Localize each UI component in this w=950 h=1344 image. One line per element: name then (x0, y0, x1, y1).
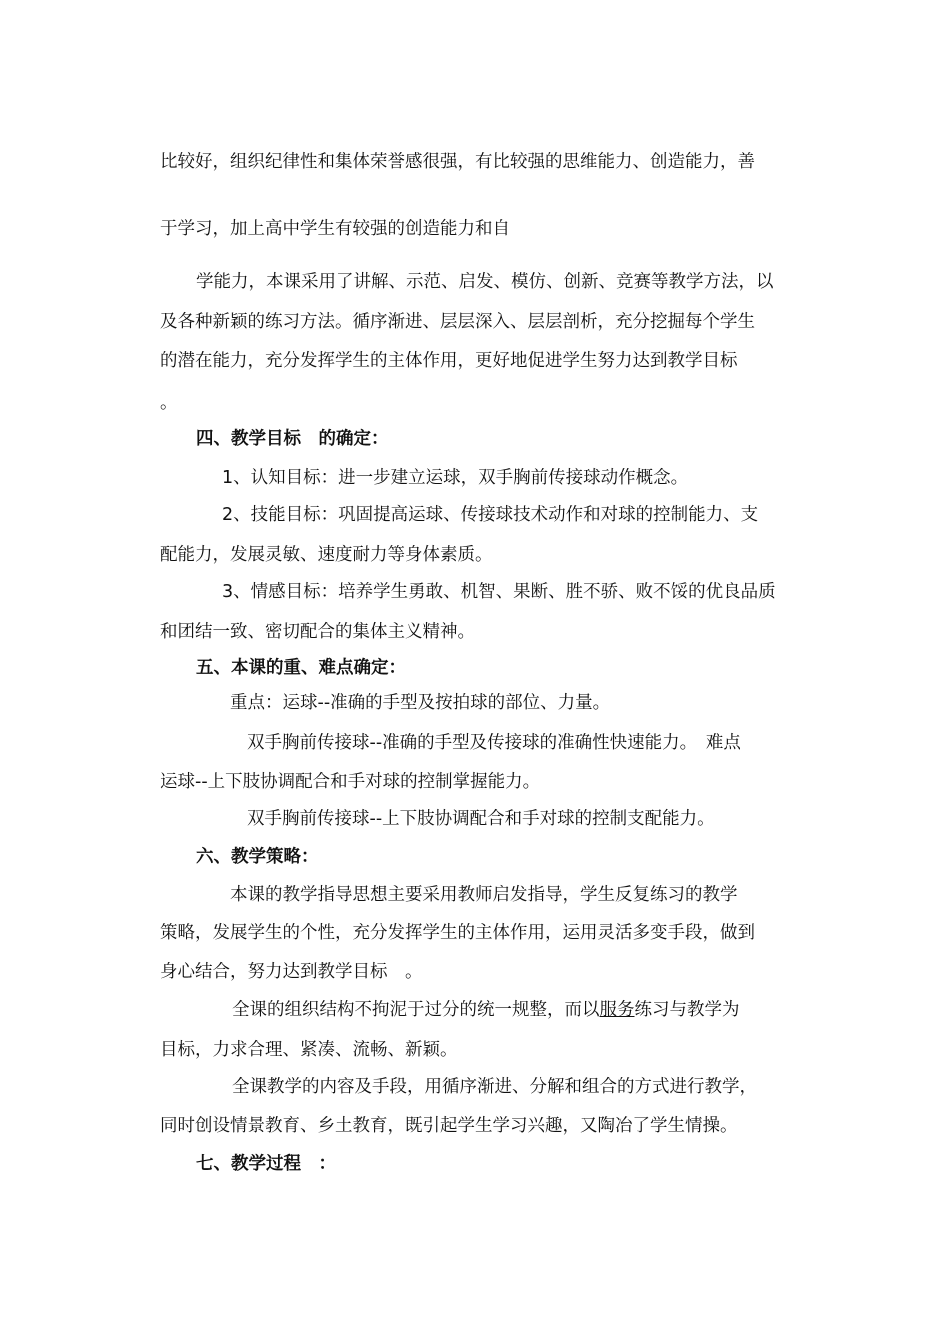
text-line: 目标，力求合理、紧凑、流畅、新颖。 (160, 1040, 458, 1060)
link-text: 服务 (599, 1000, 635, 1020)
text-line: 学能力，本课采用了讲解、示范、启发、模仿、创新、竞赛等教学方法，以 (196, 272, 774, 292)
text-line: 本课的教学指导思想主要采用教师启发指导，学生反复练习的教学 (230, 885, 738, 905)
text-line: 1、认知目标：进一步建立运球，双手胸前传接球动作概念。 (222, 468, 689, 488)
text-line: 策略，发展学生的个性，充分发挥学生的主体作用，运用灵活多变手段，做到 (160, 923, 755, 943)
text-line: 于学习，加上高中学生有较强的创造能力和自 (160, 219, 510, 239)
text-line: 的潜在能力，充分发挥学生的主体作用，更好地促进学生努力达到教学目标 (160, 351, 738, 371)
text-line: 双手胸前传接球--上下肢协调配合和手对球的控制支配能力。 (247, 809, 715, 829)
text-line: 3、情感目标：培养学生勇敢、机智、果断、胜不骄、败不馁的优良品质 (222, 582, 776, 602)
text-line: 同时创设情景教育、乡土教育，既引起学生学习兴趣，又陶冶了学生情操。 (160, 1116, 738, 1136)
text-line: 及各种新颖的练习方法。循序渐进、层层深入、层层剖析，充分挖掘每个学生 (160, 312, 755, 332)
text-line: 配能力，发展灵敏、速度耐力等身体素质。 (160, 545, 493, 565)
section-heading: 七、教学过程 ： (196, 1154, 336, 1174)
section-heading: 五、本课的重、难点确定： (196, 658, 406, 678)
text-line: 全课教学的内容及手段，用循序渐进、分解和组合的方式进行教学， (232, 1077, 757, 1097)
section-heading: 六、教学策略： (196, 847, 319, 867)
text-line: 全课的组织结构不拘泥于过分的统一规整，而以服务练习与教学为 (232, 1000, 740, 1020)
text-line: 身心结合，努力达到教学目标 。 (160, 962, 423, 982)
section-heading: 四、教学目标 的确定： (196, 429, 389, 449)
text-line: 。 (160, 393, 178, 413)
text-line: 双手胸前传接球--准确的手型及传接球的准确性快速能力。 难点 (247, 733, 741, 753)
text-line: 重点：运球--准确的手型及按拍球的部位、力量。 (230, 693, 611, 713)
text-line: 比较好，组织纪律性和集体荣誉感很强，有比较强的思维能力、创造能力，善 (160, 152, 755, 172)
text-line: 2、技能目标：巩固提高运球、传接球技术动作和对球的控制能力、支 (222, 505, 759, 525)
text-line: 运球--上下肢协调配合和手对球的控制掌握能力。 (160, 772, 541, 792)
text-line: 和团结一致、密切配合的集体主义精神。 (160, 622, 475, 642)
